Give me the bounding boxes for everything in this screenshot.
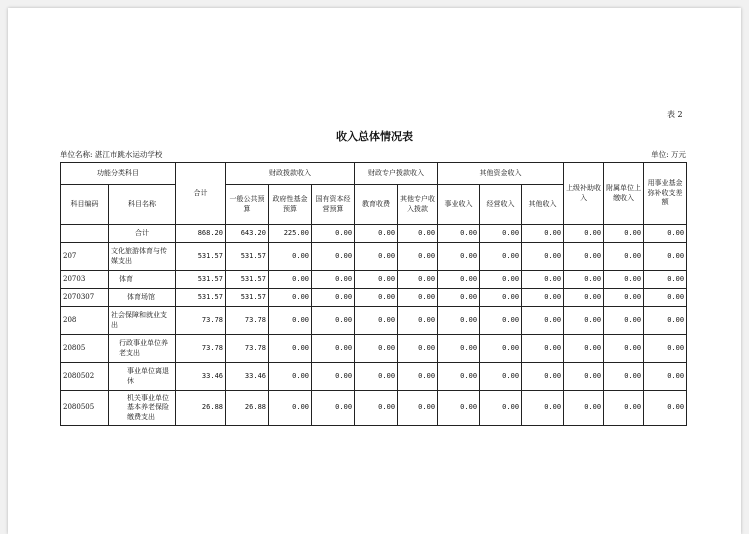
cell-amount: 0.00 <box>269 363 312 391</box>
cell-amount: 0.00 <box>480 271 522 289</box>
cell-subject-name: 社会保障和就业支出 <box>109 307 176 335</box>
cell-amount: 0.00 <box>564 225 604 243</box>
header-edu-fee: 教育收费 <box>355 185 398 225</box>
cell-amount: 0.00 <box>644 289 687 307</box>
cell-subject-code: 2080505 <box>61 391 109 426</box>
cell-amount: 531.57 <box>176 271 226 289</box>
table-meta <box>60 149 686 160</box>
table-body <box>61 225 687 426</box>
cell-amount: 0.00 <box>604 335 644 363</box>
cell-amount: 0.00 <box>522 307 564 335</box>
cell-amount: 531.57 <box>176 289 226 307</box>
cell-amount: 0.00 <box>398 391 438 426</box>
cell-amount: 0.00 <box>438 335 480 363</box>
cell-amount: 0.00 <box>564 243 604 271</box>
cell-amount: 0.00 <box>564 391 604 426</box>
cell-amount: 0.00 <box>438 363 480 391</box>
cell-amount: 643.20 <box>226 225 269 243</box>
cell-subject-code: 208 <box>61 307 109 335</box>
cell-amount: 0.00 <box>480 289 522 307</box>
table-row <box>61 271 687 289</box>
header-business-income: 事业收入 <box>438 185 480 225</box>
cell-amount: 0.00 <box>644 363 687 391</box>
cell-amount: 73.78 <box>176 335 226 363</box>
cell-amount: 0.00 <box>398 225 438 243</box>
cell-amount: 0.00 <box>438 391 480 426</box>
header-subject-code: 科目编码 <box>61 185 109 225</box>
header-total: 合计 <box>176 163 226 225</box>
cell-subject-name: 体育 <box>109 271 176 289</box>
cell-amount: 868.20 <box>176 225 226 243</box>
header-fiscal-gov-fund: 政府性基金预算 <box>269 185 312 225</box>
cell-amount: 0.00 <box>644 307 687 335</box>
header-business-fund: 用事业基金弥补收支差额 <box>644 163 687 225</box>
cell-amount: 0.00 <box>522 363 564 391</box>
cell-amount: 0.00 <box>312 225 355 243</box>
cell-amount: 26.88 <box>226 391 269 426</box>
cell-amount: 0.00 <box>312 307 355 335</box>
cell-amount: 0.00 <box>604 363 644 391</box>
cell-amount: 0.00 <box>312 289 355 307</box>
header-fiscal-special: 财政专户拨款收入 <box>355 163 438 185</box>
header-func-class: 功能分类科目 <box>61 163 176 185</box>
cell-amount: 0.00 <box>312 243 355 271</box>
cell-amount: 0.00 <box>355 363 398 391</box>
cell-subject-code <box>61 225 109 243</box>
cell-amount: 0.00 <box>604 391 644 426</box>
cell-amount: 33.46 <box>176 363 226 391</box>
cell-amount: 0.00 <box>480 335 522 363</box>
cell-amount: 0.00 <box>644 271 687 289</box>
cell-amount: 0.00 <box>438 289 480 307</box>
cell-amount: 0.00 <box>312 335 355 363</box>
cell-amount: 73.78 <box>176 307 226 335</box>
cell-amount: 0.00 <box>355 335 398 363</box>
cell-amount: 0.00 <box>522 289 564 307</box>
cell-amount: 0.00 <box>355 225 398 243</box>
cell-amount: 0.00 <box>398 363 438 391</box>
header-fiscal-state-capital: 国有资本经营预算 <box>312 185 355 225</box>
cell-amount: 0.00 <box>604 271 644 289</box>
cell-amount: 0.00 <box>398 307 438 335</box>
cell-amount: 73.78 <box>226 307 269 335</box>
table-row <box>61 335 687 363</box>
cell-amount: 0.00 <box>312 363 355 391</box>
cell-amount: 0.00 <box>398 271 438 289</box>
cell-amount: 0.00 <box>522 391 564 426</box>
cell-amount: 0.00 <box>312 271 355 289</box>
cell-amount: 26.88 <box>176 391 226 426</box>
cell-amount: 0.00 <box>269 307 312 335</box>
cell-amount: 0.00 <box>522 243 564 271</box>
cell-amount: 0.00 <box>644 391 687 426</box>
cell-amount: 0.00 <box>312 391 355 426</box>
income-summary-table <box>60 162 687 426</box>
cell-amount: 0.00 <box>564 335 604 363</box>
cell-subject-code: 2080502 <box>61 363 109 391</box>
unit-name-label: 单位名称: 湛江市跳水运动学校 <box>60 150 163 159</box>
cell-amount: 0.00 <box>604 307 644 335</box>
cell-amount: 0.00 <box>269 289 312 307</box>
cell-amount: 0.00 <box>398 335 438 363</box>
header-other-income: 其他收入 <box>522 185 564 225</box>
header-other-funds: 其他资金收入 <box>438 163 564 185</box>
cell-subject-name: 文化旅游体育与传媒支出 <box>109 243 176 271</box>
header-affiliated-payment: 附属单位上缴收入 <box>604 163 644 225</box>
header-subject-name: 科目名称 <box>109 185 176 225</box>
cell-amount: 33.46 <box>226 363 269 391</box>
header-fiscal: 财政拨款收入 <box>226 163 355 185</box>
cell-amount: 531.57 <box>176 243 226 271</box>
cell-amount: 0.00 <box>438 243 480 271</box>
cell-amount: 531.57 <box>226 289 269 307</box>
cell-amount: 0.00 <box>604 225 644 243</box>
cell-amount: 0.00 <box>355 271 398 289</box>
table-row <box>61 363 687 391</box>
cell-amount: 0.00 <box>604 243 644 271</box>
cell-amount: 0.00 <box>355 289 398 307</box>
cell-amount: 0.00 <box>564 363 604 391</box>
cell-amount: 0.00 <box>644 335 687 363</box>
cell-amount: 0.00 <box>522 335 564 363</box>
cell-amount: 0.00 <box>480 243 522 271</box>
cell-amount: 0.00 <box>355 243 398 271</box>
cell-amount: 0.00 <box>438 225 480 243</box>
cell-subject-code: 20703 <box>61 271 109 289</box>
cell-subject-name: 合计 <box>109 225 176 243</box>
cell-amount: 531.57 <box>226 271 269 289</box>
cell-subject-code: 2070307 <box>61 289 109 307</box>
cell-subject-code: 20805 <box>61 335 109 363</box>
table-number: 表 2 <box>667 110 683 119</box>
cell-amount: 0.00 <box>644 243 687 271</box>
cell-amount: 0.00 <box>480 363 522 391</box>
header-upper-subsidy: 上级补助收入 <box>564 163 604 225</box>
header-operating-income: 经营收入 <box>480 185 522 225</box>
table-row <box>61 289 687 307</box>
cell-amount: 0.00 <box>644 225 687 243</box>
cell-subject-name: 事业单位离退休 <box>109 363 176 391</box>
cell-amount: 0.00 <box>269 391 312 426</box>
cell-amount: 0.00 <box>604 289 644 307</box>
cell-amount: 0.00 <box>355 307 398 335</box>
header-fiscal-general: 一般公共预算 <box>226 185 269 225</box>
cell-amount: 0.00 <box>269 243 312 271</box>
cell-amount: 0.00 <box>480 391 522 426</box>
cell-amount: 0.00 <box>564 271 604 289</box>
cell-amount: 0.00 <box>564 307 604 335</box>
cell-amount: 0.00 <box>398 289 438 307</box>
cell-amount: 0.00 <box>480 307 522 335</box>
currency-unit-label: 单位: 万元 <box>651 150 686 159</box>
cell-amount: 73.78 <box>226 335 269 363</box>
cell-amount: 0.00 <box>438 271 480 289</box>
table-row <box>61 307 687 335</box>
cell-amount: 0.00 <box>269 271 312 289</box>
document-page <box>8 8 741 534</box>
cell-amount: 0.00 <box>522 271 564 289</box>
cell-amount: 0.00 <box>480 225 522 243</box>
cell-amount: 0.00 <box>398 243 438 271</box>
cell-subject-name: 体育场馆 <box>109 289 176 307</box>
cell-amount: 0.00 <box>564 289 604 307</box>
page-title: 收入总体情况表 <box>336 130 413 143</box>
cell-amount: 0.00 <box>355 391 398 426</box>
table-row <box>61 391 687 426</box>
cell-amount: 0.00 <box>522 225 564 243</box>
cell-amount: 225.00 <box>269 225 312 243</box>
table-row <box>61 225 687 243</box>
table-row <box>61 243 687 271</box>
cell-amount: 0.00 <box>269 335 312 363</box>
cell-subject-name: 机关事业单位基本养老保险缴费支出 <box>109 391 176 426</box>
cell-amount: 531.57 <box>226 243 269 271</box>
cell-subject-code: 207 <box>61 243 109 271</box>
cell-subject-name: 行政事业单位养老支出 <box>109 335 176 363</box>
header-other-special: 其他专户收入拨款 <box>398 185 438 225</box>
cell-amount: 0.00 <box>438 307 480 335</box>
